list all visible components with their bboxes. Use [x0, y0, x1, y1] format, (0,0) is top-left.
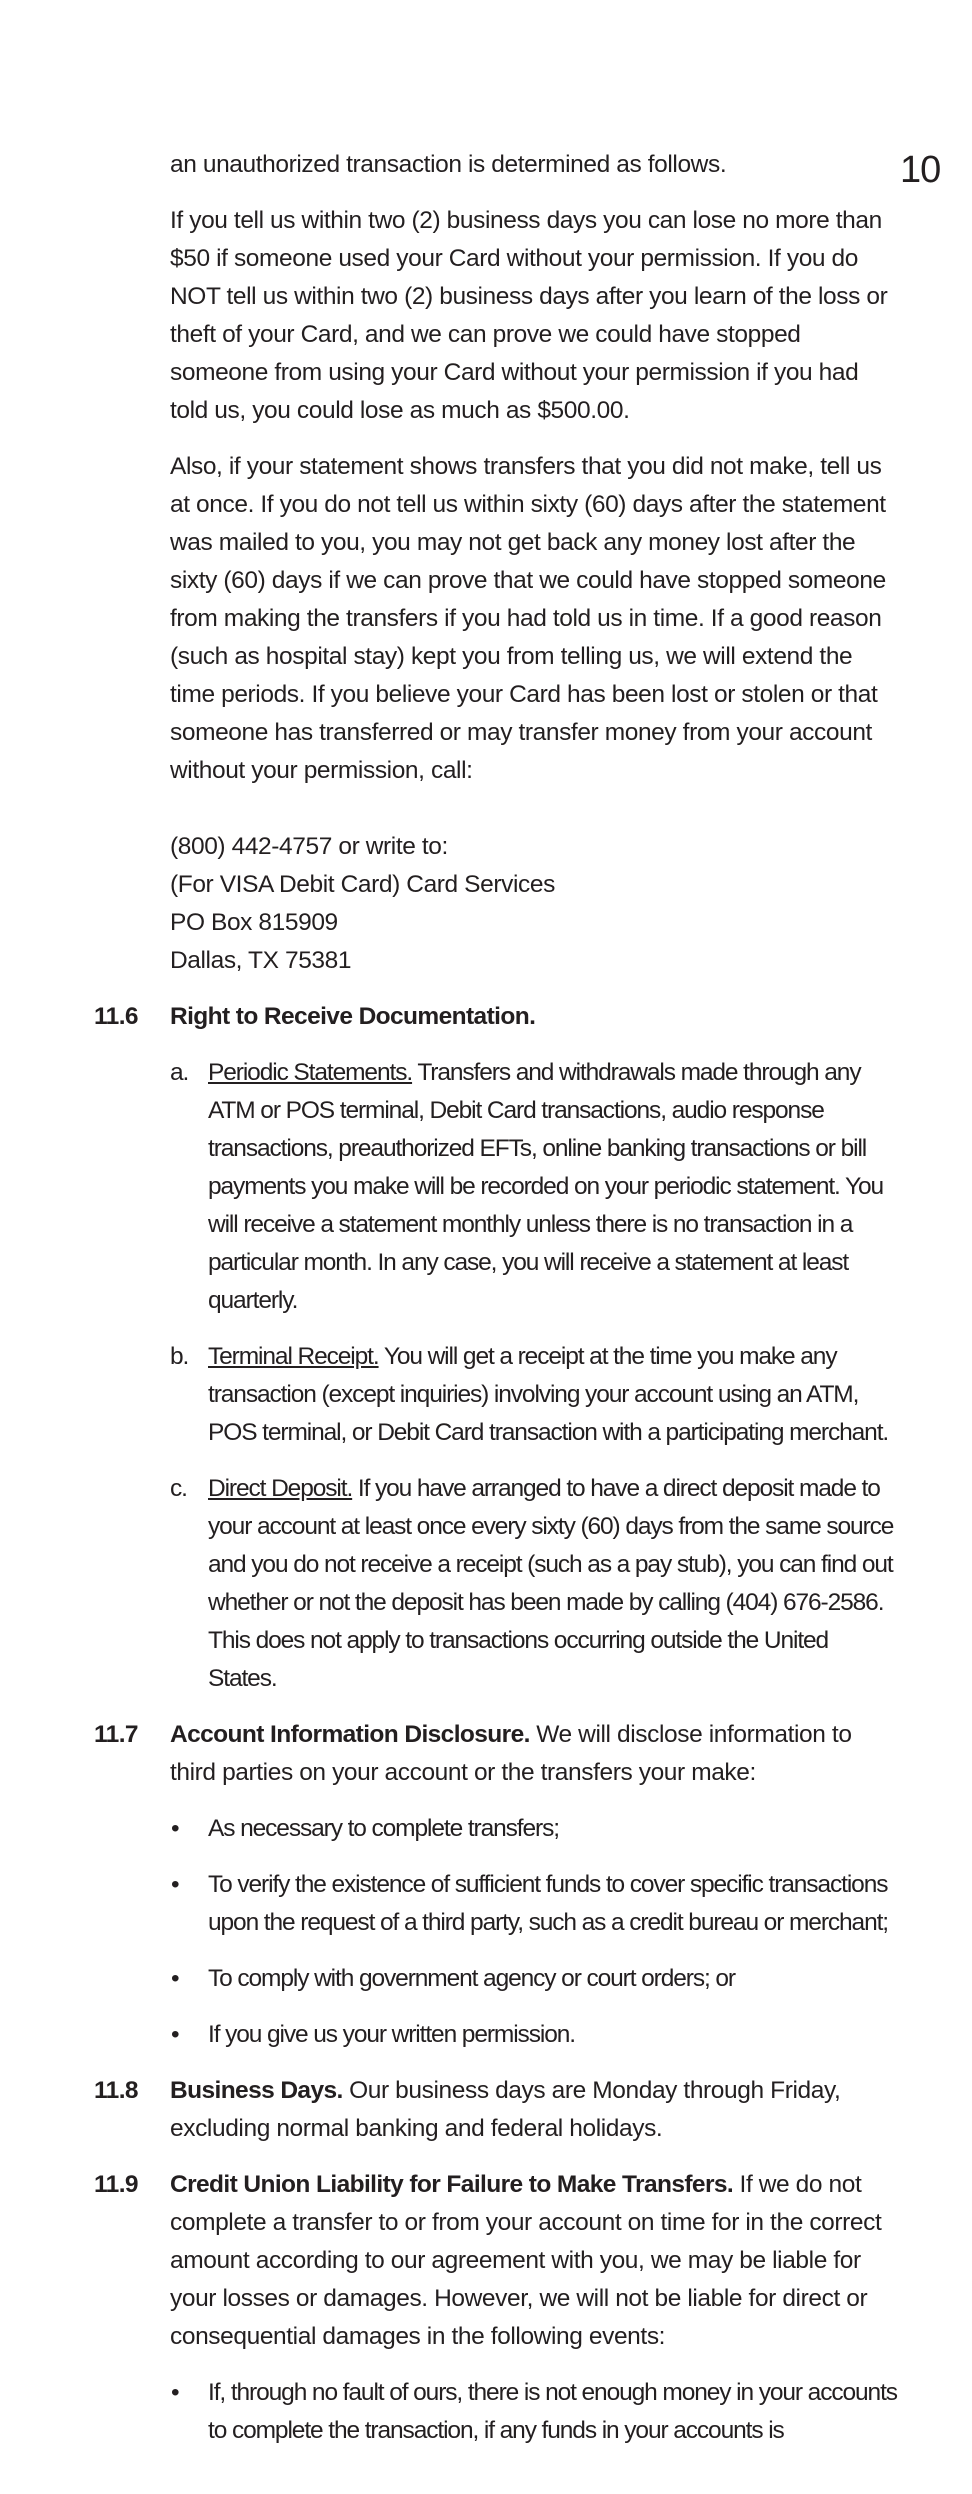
address-city-line: Dallas, TX 75381 [170, 947, 352, 974]
bullet-icon: • [171, 2021, 179, 2048]
section-text: Our business days are Monday through Friday, excluding normal banking and federal holidays. [170, 2077, 841, 2142]
bullet-text: To verify the existence of sufficient funds to cover specific transactions upon the request of a third party, such as a credit bureau or merchant; [208, 1871, 889, 1936]
address-name-line: (For VISA Debit Card) Card Services [170, 871, 555, 898]
unauthorized-transfers-paragraph: Also, if your statement shows transfers that you did not make, tell us at once. If you do not tell us within sixty (60) days after the statement was mailed to you, you may not get back any money lost after the sixty (60) days if we can prove that we could have stopped someone from making the transfers if you had told us in time. If a good reason (such as hospital stay) kept you from telling us, we will extend the time periods. If you believe your Card has been lost or stolen or that someone has transferred or may transfer money from your account without your permission, call: [170, 453, 886, 784]
item-heading: Periodic Statements. [208, 1059, 413, 1086]
bullet-icon: • [171, 1965, 179, 1992]
address-phone-line: (800) 442-4757 or write to: [170, 833, 448, 860]
section-11-9 [94, 2166, 900, 2356]
section-number: 11.8 [94, 2077, 138, 2104]
section-11-7 [94, 1716, 900, 1792]
list-item [170, 1810, 900, 1848]
section-11-6 [94, 998, 900, 1036]
section-number: 11.7 [94, 1721, 138, 1748]
list-item [170, 2016, 900, 2054]
liability-paragraph: If you tell us within two (2) business days you can lose no more than $50 if someone used your Card without your permission. If you do NOT tell us within two (2) business days after you learn of the loss or theft of your Card, and we can prove we could have stopped someone from using your Card without your permission if you had told us, you could lose as much as $500.00. [170, 207, 888, 424]
section-title: Business Days. [170, 2077, 343, 2104]
intro-line: an unauthorized transaction is determined as follows. [170, 151, 727, 178]
list-marker: a. [170, 1059, 189, 1086]
item-heading: Direct Deposit. [208, 1475, 353, 1502]
list-item [170, 1054, 900, 1320]
bullet-icon: • [171, 1871, 179, 1898]
item-text: If you have arranged to have a direct deposit made to your account at least once every sixty (60) days from the same source and you do not receive a receipt (such as a pay stub), you can find out whether or not the deposit has been made by calling (404) 676-2586. This does not apply to transactions occurring outside the United States. [208, 1475, 894, 1692]
bullet-icon: • [171, 2379, 179, 2406]
list-marker: c. [170, 1475, 187, 1502]
bullet-text: If, through no fault of ours, there is not enough money in your accounts to complete the transaction, if any funds in your accounts is [208, 2379, 897, 2444]
bullet-text: If you give us your written permission. [208, 2021, 575, 2048]
item-heading: Terminal Receipt. [208, 1343, 379, 1370]
documentation-list [170, 1054, 900, 1698]
section-text: We will disclose information to third parties on your account or the transfers your make: [170, 1721, 852, 1786]
section-title: Credit Union Liability for Failure to Make Transfers. [170, 2171, 734, 2198]
section-text: If we do not complete a transfer to or from your account on time for in the correct amount according to our agreement with you, we may be liable for your losses or damages. However, we will not be liable for direct or consequential damages in the following events: [170, 2171, 882, 2350]
liability-events-list [170, 2374, 900, 2450]
list-item [170, 1470, 900, 1698]
address-po-box: PO Box 815909 [170, 909, 338, 936]
list-item [170, 1866, 900, 1942]
section-title: Account Information Disclosure. [170, 1721, 530, 1748]
page-number: 10 [900, 149, 941, 191]
section-number: 11.9 [94, 2171, 138, 2198]
card-services-address [170, 828, 900, 980]
item-text: You will get a receipt at the time you make any transaction (except inquiries) involving your account using an ATM, POS terminal, or Debit Card transaction with a participating merchant. [208, 1343, 889, 1446]
list-marker: b. [170, 1343, 189, 1370]
item-text: Transfers and withdrawals made through any ATM or POS terminal, Debit Card transactions, audio response transactions, preauthorized EFTs, online banking transactions or bill payments you make will be recorded on your periodic statement. You will receive a statement monthly unless there is no transaction in a particular month. In any case, you will receive a statement at least quarterly. [208, 1059, 884, 1314]
bullet-icon: • [171, 1815, 179, 1842]
list-item [170, 1960, 900, 1998]
list-item [170, 1338, 900, 1452]
section-number: 11.6 [94, 1003, 138, 1030]
section-11-8 [94, 2072, 900, 2148]
bullet-text: As necessary to complete transfers; [208, 1815, 559, 1842]
disclosure-bullet-list [170, 1810, 900, 2054]
document-body [94, 146, 900, 2468]
list-item [170, 2374, 900, 2450]
bullet-text: To comply with government agency or court orders; or [208, 1965, 735, 1992]
section-title: Right to Receive Documentation. [170, 1003, 536, 1030]
